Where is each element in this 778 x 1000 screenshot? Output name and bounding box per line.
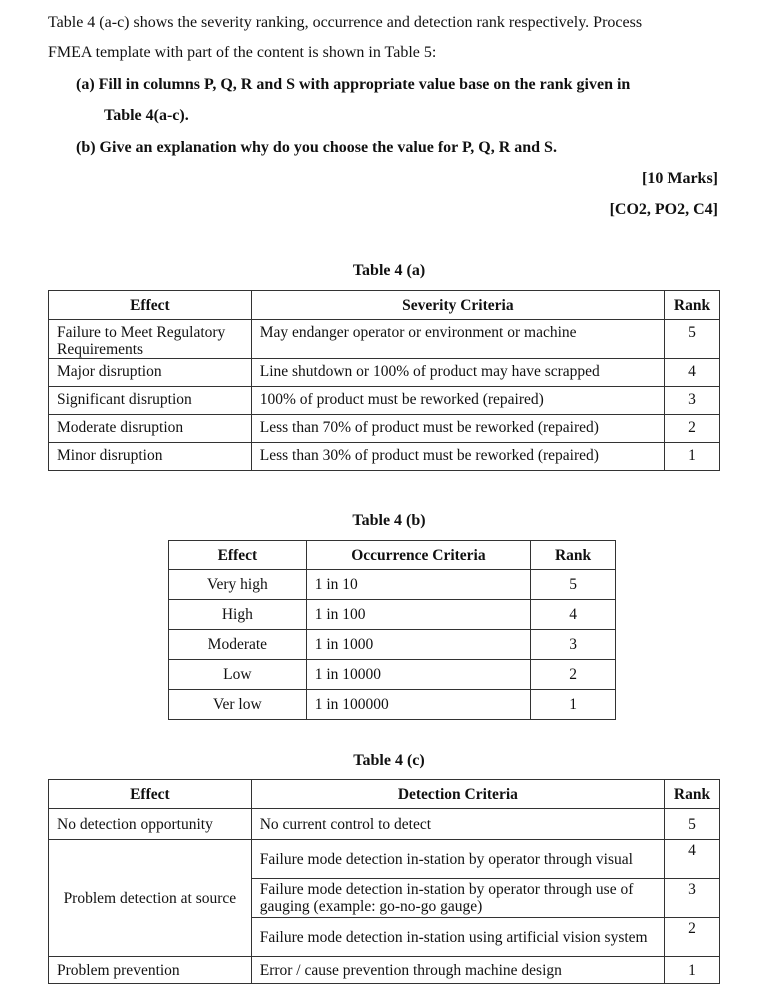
criteria-cell: 1 in 10000 [306, 660, 530, 690]
marks-label: [10 Marks] [642, 170, 718, 187]
table-row [49, 359, 720, 387]
table-b-caption: Table 4 (b) [352, 512, 426, 529]
detection-table [48, 779, 720, 984]
table-header: Rank [664, 780, 719, 809]
criteria-cell: 1 in 1000 [306, 630, 530, 660]
question-a-line-1: (a) Fill in columns P, Q, R and S with appropriate value base on the rank given in [76, 76, 631, 93]
criteria-cell: 1 in 100000 [306, 690, 530, 720]
criteria-cell: May endanger operator or environment or machine [251, 320, 664, 359]
rank-cell: 3 [531, 630, 616, 660]
criteria-cell: Failure mode detection in-station using artificial vision system [251, 918, 664, 957]
effect-cell: Problem prevention [49, 957, 252, 984]
effect-cell: Ver low [169, 690, 307, 720]
rank-cell: 5 [664, 320, 719, 359]
rank-cell: 3 [664, 387, 719, 415]
rank-cell: 3 [664, 879, 719, 918]
effect-cell: Very high [169, 570, 307, 600]
criteria-cell: 100% of product must be reworked (repaired) [251, 387, 664, 415]
table-row [169, 690, 616, 720]
rank-cell: 4 [531, 600, 616, 630]
table-row [169, 630, 616, 660]
table-header: Rank [531, 541, 616, 570]
table-row [49, 387, 720, 415]
rank-cell: 1 [664, 957, 719, 984]
table-row [169, 600, 616, 630]
criteria-cell: Less than 70% of product must be reworked (repaired) [251, 415, 664, 443]
rank-cell: 5 [664, 809, 719, 840]
criteria-cell: No current control to detect [251, 809, 664, 840]
table-header: Effect [49, 780, 252, 809]
table-row [49, 320, 720, 359]
question-a-line-2: Table 4(a-c). [104, 107, 189, 124]
effect-cell: Moderate [169, 630, 307, 660]
table-row [169, 570, 616, 600]
rank-cell: 2 [664, 415, 719, 443]
table-row [49, 415, 720, 443]
table-row [49, 443, 720, 471]
table-header: Occurrence Criteria [306, 541, 530, 570]
table-header: Rank [664, 291, 719, 320]
effect-cell: Problem detection at source [49, 840, 252, 957]
table-header: Effect [49, 291, 252, 320]
criteria-cell: Failure mode detection in-station by operator through visual [251, 840, 664, 879]
rank-cell: 1 [664, 443, 719, 471]
rank-cell: 1 [531, 690, 616, 720]
table-row [169, 660, 616, 690]
rank-cell: 2 [664, 918, 719, 957]
table-c-caption: Table 4 (c) [353, 752, 425, 769]
effect-cell: Minor disruption [49, 443, 252, 471]
rank-cell: 4 [664, 840, 719, 879]
course-outcomes-label: [CO2, PO2, C4] [609, 201, 718, 218]
table-header: Severity Criteria [251, 291, 664, 320]
rank-cell: 5 [531, 570, 616, 600]
effect-cell: Low [169, 660, 307, 690]
effect-cell: Significant disruption [49, 387, 252, 415]
table-row [49, 840, 720, 879]
criteria-cell: 1 in 10 [306, 570, 530, 600]
criteria-cell: 1 in 100 [306, 600, 530, 630]
rank-cell: 2 [531, 660, 616, 690]
table-header: Effect [169, 541, 307, 570]
effect-cell: High [169, 600, 307, 630]
table-header: Detection Criteria [251, 780, 664, 809]
criteria-cell: Failure mode detection in-station by operator through use of gauging (example: go-no-go gauge) [251, 879, 664, 918]
effect-cell: Failure to Meet Regulatory Requirements [49, 320, 252, 359]
table-a-caption: Table 4 (a) [352, 262, 426, 279]
effect-cell: Moderate disruption [49, 415, 252, 443]
intro-line-1: Table 4 (a-c) shows the severity ranking, occurrence and detection rank respectively. Process [48, 14, 643, 31]
occurrence-table [168, 540, 616, 720]
rank-cell: 4 [664, 359, 719, 387]
criteria-cell: Error / cause prevention through machine design [251, 957, 664, 984]
table-row [49, 809, 720, 840]
criteria-cell: Less than 30% of product must be reworked (repaired) [251, 443, 664, 471]
severity-table [48, 290, 720, 471]
intro-line-2: FMEA template with part of the content is shown in Table 5: [48, 44, 437, 61]
effect-cell: Major disruption [49, 359, 252, 387]
intro-paragraph [48, 8, 738, 68]
criteria-cell: Line shutdown or 100% of product may have scrapped [251, 359, 664, 387]
table-row [49, 957, 720, 984]
effect-cell: No detection opportunity [49, 809, 252, 840]
question-b: (b) Give an explanation why do you choose the value for P, Q, R and S. [76, 139, 557, 156]
